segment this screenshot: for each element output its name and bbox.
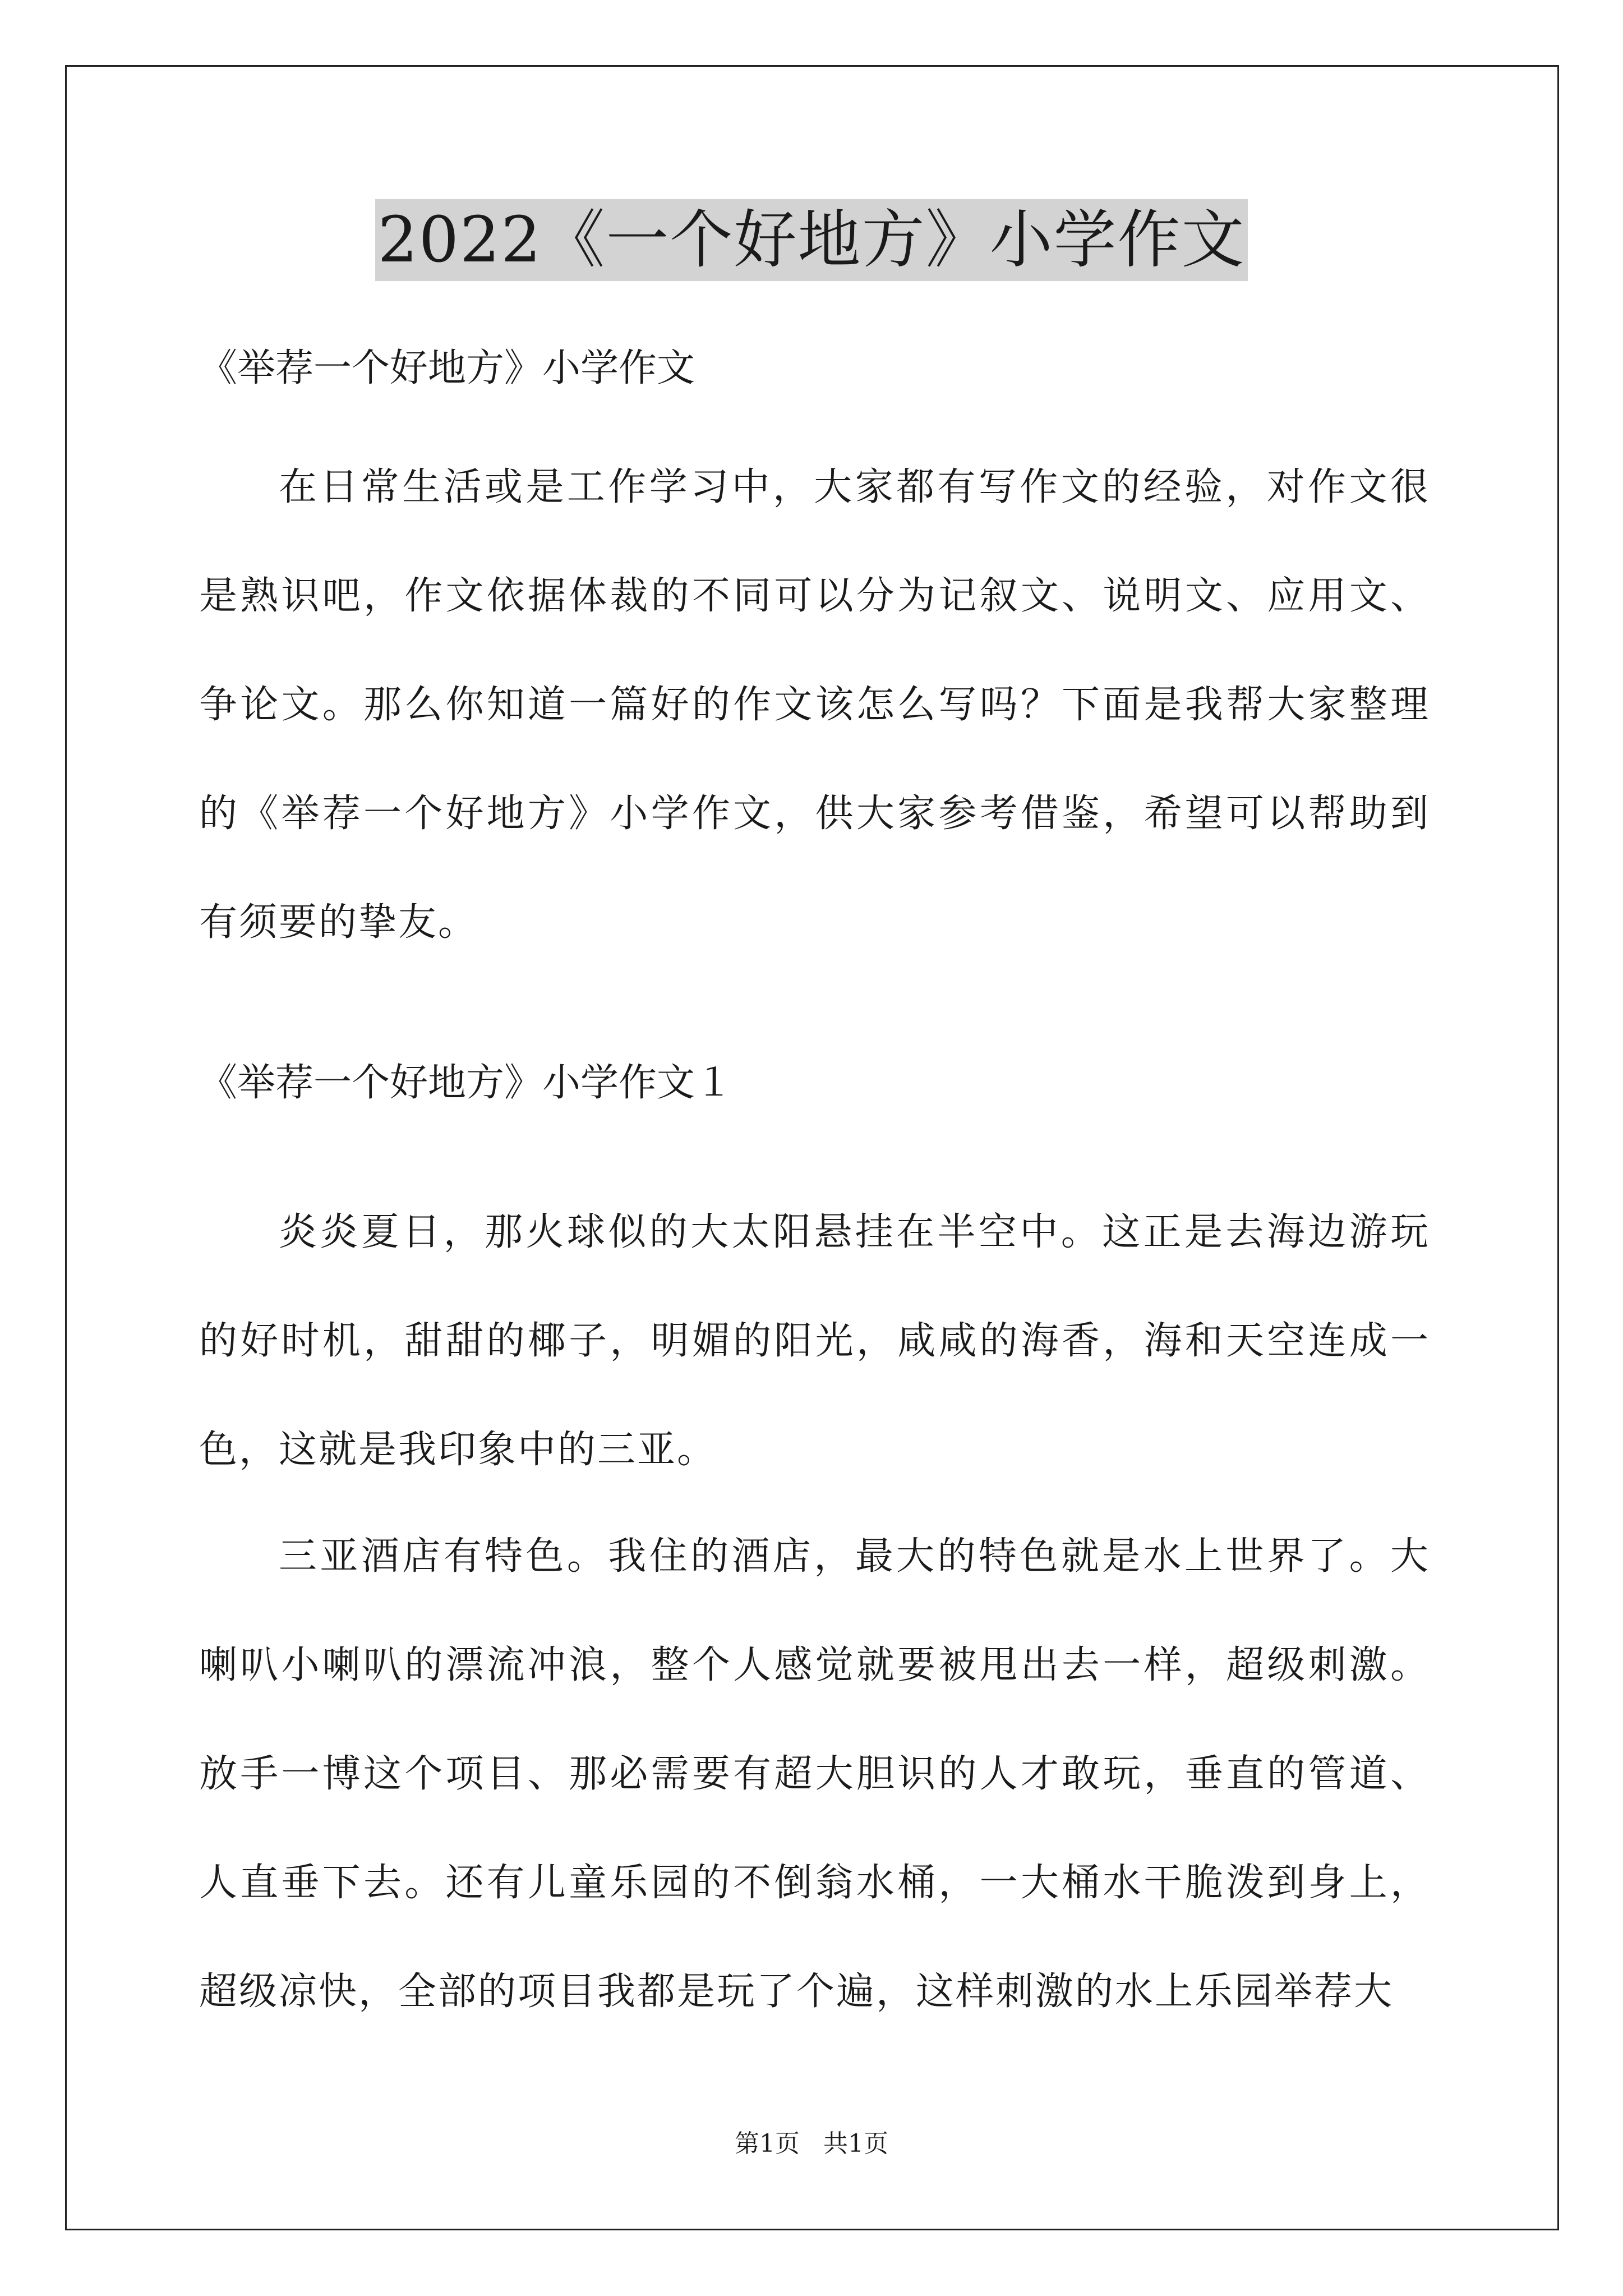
page-footer: 第1页 共1页 [735, 2129, 888, 2158]
section1-paragraph-2: 三亚酒店有特色。我住的酒店，最大的特色就是水上世界了。大喇叭小喇叭的漂流冲浪，整个人感觉就要被甩出去一样，超级刺激。放手一博这个项目、那必需要有超大胆识的人才敢玩，垂直的管道、人直垂下去。还有儿童乐园的不倒翁水桶，一大桶水干脆泼到身上，超级凉快，全部的项目我都是玩了个遍，这样刺激的水上乐园举荐大 [199, 1534, 1430, 2014]
section1-heading [199, 1058, 1430, 1108]
title-container [0, 199, 1623, 281]
intro-heading-text: 《举荐一个好地方》小学作文 [199, 346, 695, 390]
section1-paragraph1-container [199, 1178, 1430, 1504]
section1-heading-text: 《举荐一个好地方》小学作文１ [199, 1061, 734, 1105]
section1-paragraph2-container [199, 1502, 1430, 2046]
document-title: 2022《一个好地方》小学作文 [375, 199, 1247, 281]
section1-paragraph-1: 炎炎夏日，那火球似的大太阳悬挂在半空中。这正是去海边游玩的好时机，甜甜的椰子，明媚的阳光，咸咸的海香，海和天空连成一色，这就是我印象中的三亚。 [199, 1210, 1430, 1472]
intro-paragraph-container [199, 433, 1430, 977]
intro-heading [199, 343, 1430, 394]
intro-paragraph: 在日常生活或是工作学习中，大家都有写作文的经验，对作文很是熟识吧，作文依据体裁的不同可以分为记叙文、说明文、应用文、争论文。那么你知道一篇好的作文该怎么写吗？下面是我帮大家整理的《举荐一个好地方》小学作文，供大家参考借鉴，希望可以帮助到有须要的挚友。 [199, 465, 1430, 945]
